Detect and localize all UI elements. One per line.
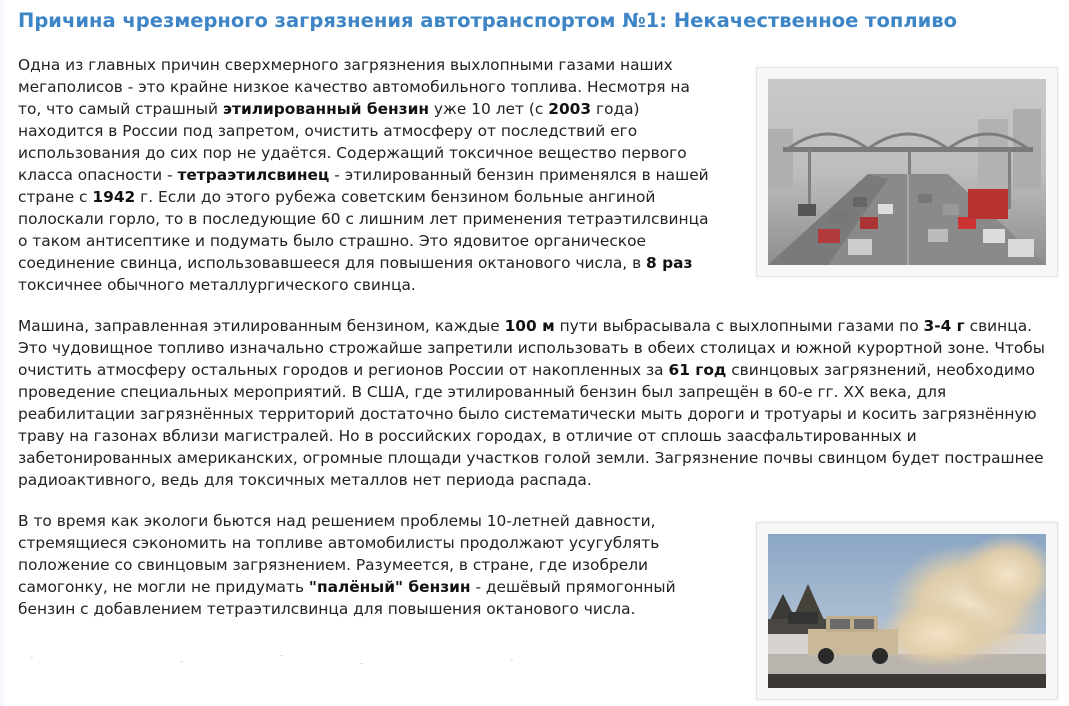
emphasis-text: 3-4 г (923, 317, 965, 335)
paragraph-leaded-fuel (18, 54, 718, 296)
emphasis-text: 100 м (504, 317, 555, 335)
paragraph-lead-emissions (18, 315, 1063, 491)
article-title: Причина чрезмерного загрязнения автотранспортом №1: Некачественное топливо (18, 9, 958, 32)
body-text: токсичнее обычного металлургического свинца. (18, 276, 416, 294)
body-text: Одна из главных причин сверхмерного загрязнения выхлопными газами наших мегаполисов - это крайне низкое качество автомобильного топлива. Несмотря на то, что самый страшный (18, 56, 690, 118)
body-text: уже 10 лет (с (429, 100, 549, 118)
body-text: - этилированный бензин применялся в нашей стране с (18, 166, 709, 206)
emphasis-text: 8 раз (646, 254, 693, 272)
body-text: года) находится в России под запретом, очистить атмосферу от последствий его использования до сих пор не удаётся. Содержащий токсичное вещество первого класса опасности - (18, 100, 687, 184)
body-text: - дешёвый прямогонный бензин с добавлением тетраэтилсвинца для повышения октанового числа. (18, 578, 676, 618)
emphasis-text: этилированный бензин (222, 100, 430, 118)
emphasis-text: 61 год (668, 361, 727, 379)
exhaust-car-photo (768, 534, 1046, 688)
body-text: свинца. Это чудовищное топливо изначально строжайше запретили использовать в обеих столицах и южной курортной зоне. Чтобы очистить атмосферу остальных городов и регионов России от накопленных за (18, 317, 1045, 379)
smog-traffic-photo-frame (756, 67, 1058, 277)
emphasis-text: "палёный" бензин (308, 578, 471, 596)
smog-traffic-photo (768, 79, 1046, 265)
emphasis-text: тетраэтилсвинец (177, 166, 330, 184)
emphasis-text: 2003 (548, 100, 592, 118)
paragraph-counterfeit-fuel (18, 510, 718, 620)
body-text: свинцовых загрязнений, необходимо проведение специальных мероприятий. В США, где этилированный бензин был запрещён в 60-е гг. ХХ века, для реабилитации загрязнённых территорий достаточно было систематически мыть дороги и тротуары и косить загрязнённую траву на газонах вблизи магистралей. Но в российских городах, в отличие от сплошь заасфальтированных и забетонированных американских, огромные площади участков голой земли. Загрязнение почвы свинцом будет пострашнее радиоактивного, ведь для токсичных металлов нет периода распада. (18, 361, 1044, 489)
body-text: г. Если до этого рубежа советским бензином больные ангиной полоскали горло, то в последующие 60 с лишним лет применения тетраэтилсвинца о таком антисептике и подумать было страшно. Это ядовитое органическое соединение свинца, использовавшееся для повышения октанового числа, в (18, 188, 709, 272)
faint-dotted-separator (20, 655, 540, 675)
body-text: В то время как экологи бьются над решением проблемы 10-летней давности, стремящиеся сэкономить на топливе автомобилисты продолжают усугублять положение со свинцовым загрязнением. Разумеется, в стране, где изобрели самогонку, не могли не придумать (18, 512, 660, 596)
emphasis-text: 1942 (92, 188, 136, 206)
page-left-edge (0, 0, 7, 706)
body-text: пути выбрасывала с выхлопными газами по (554, 317, 924, 335)
exhaust-car-photo-frame (756, 522, 1058, 700)
body-text: Машина, заправленная этилированным бензином, каждые (18, 317, 505, 335)
